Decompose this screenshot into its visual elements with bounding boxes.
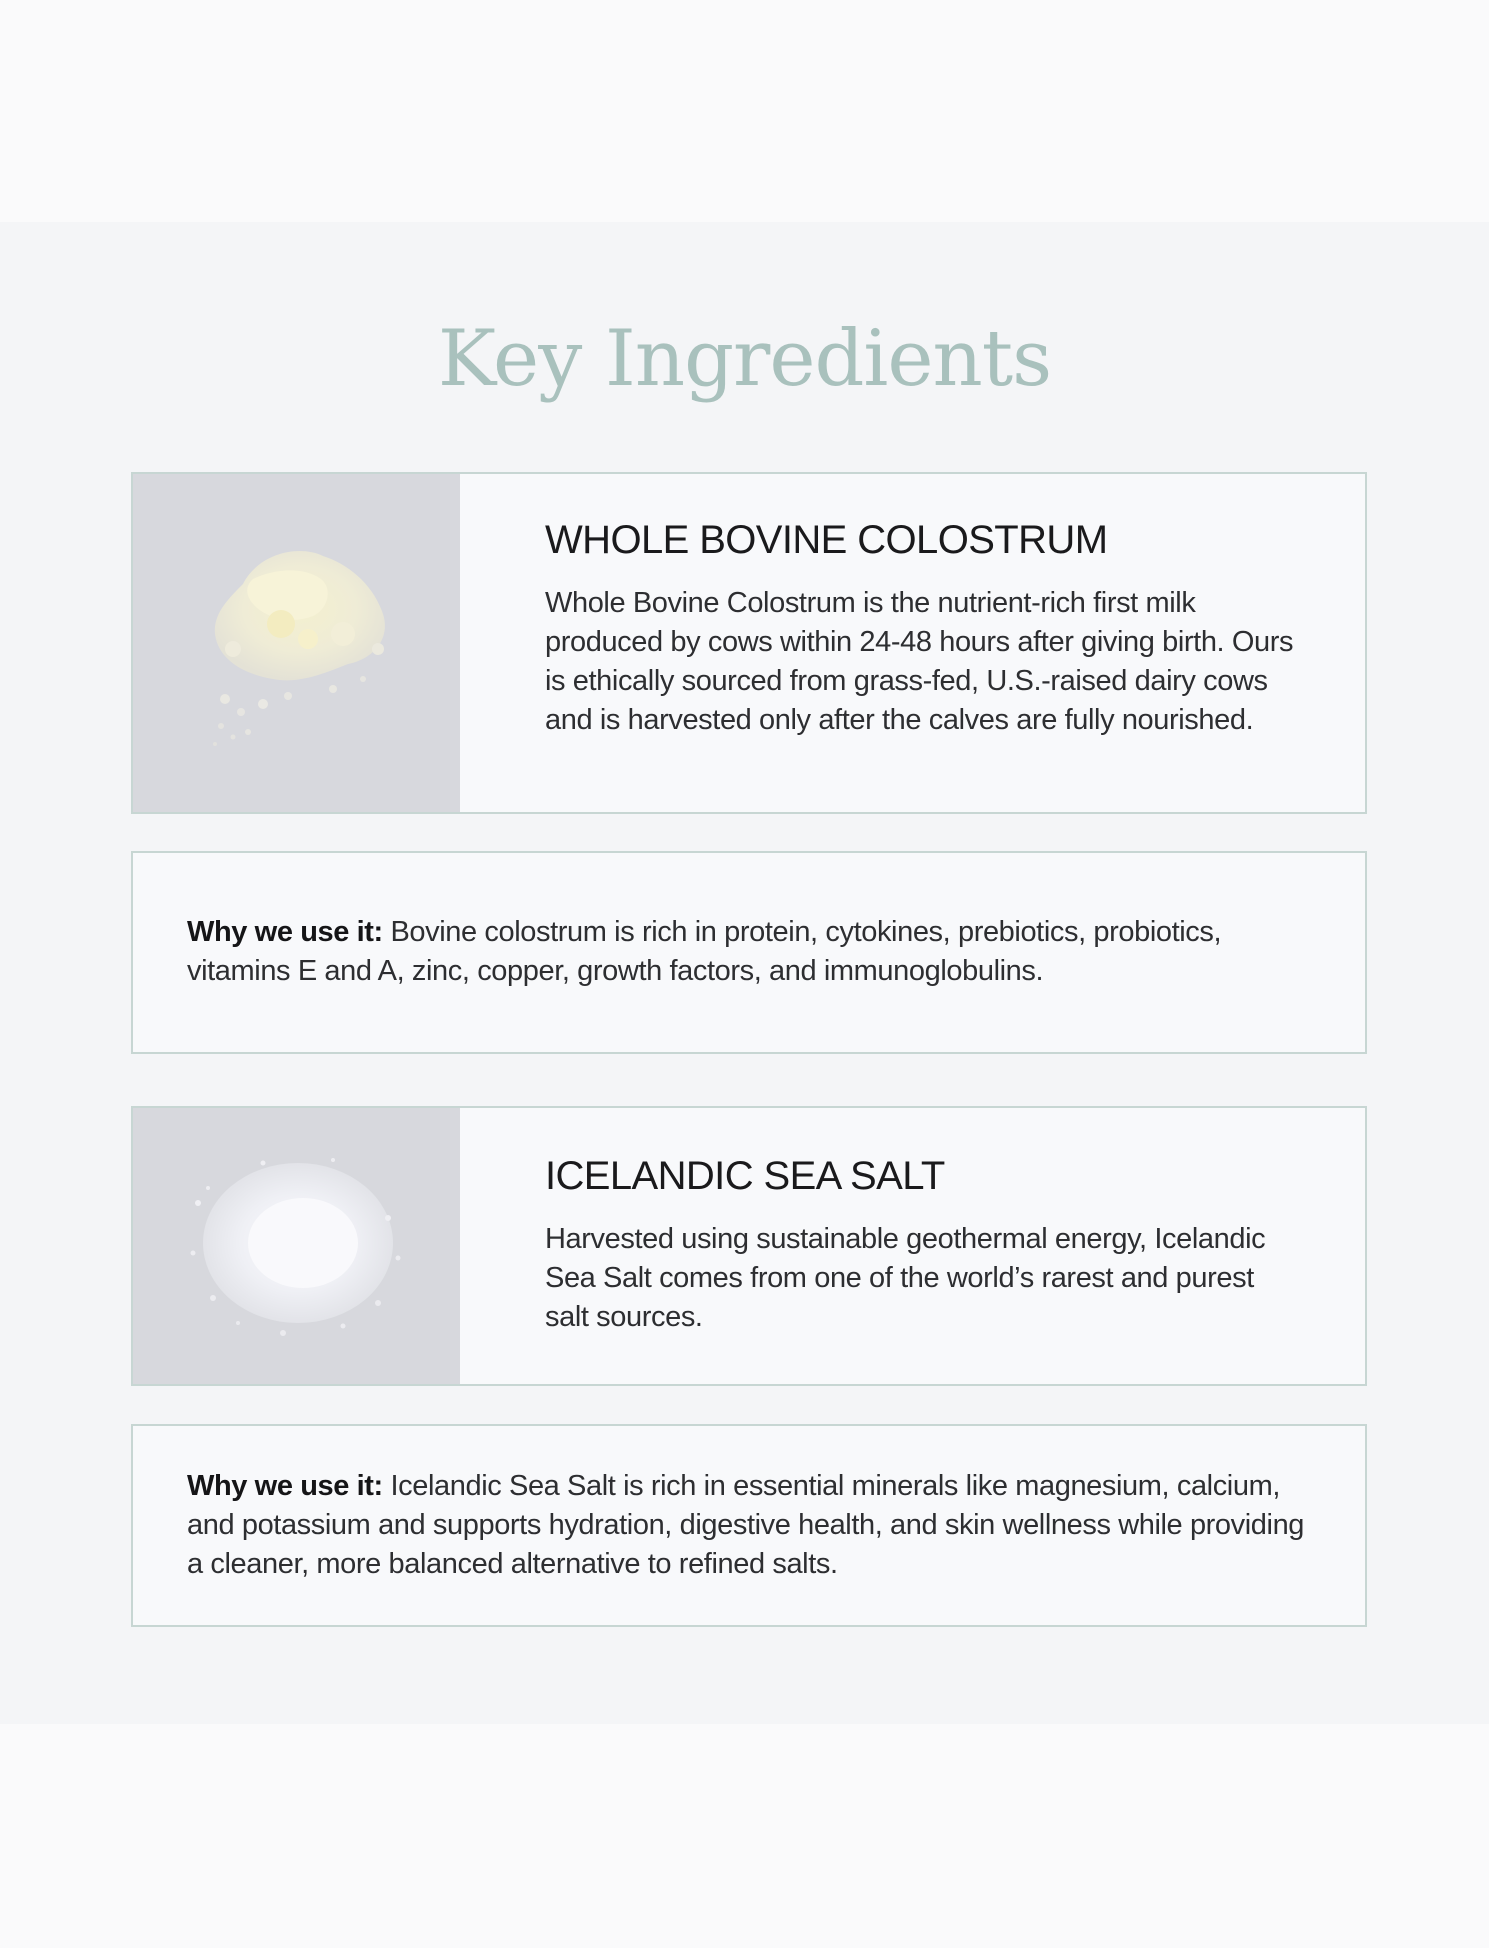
page-title: Key Ingredients [437,314,1052,404]
ingredient-description: Whole Bovine Colostrum is the nutrient-rich first milk produced by cows within 24-48 hours after giving birth. Ours is ethically sourced from grass-fed, U.S.-raised dairy cows and is harvested only after the calves are fully nourished. [545,587,1294,736]
ingredient-body [460,474,1365,812]
why-card-colostrum [131,851,1367,1054]
why-text: Bovine colostrum is rich in protein, cytokines, prebiotics, probiotics, vitamins E and A, zinc, copper, growth factors, and immunoglobulins. [187,916,1222,987]
why-we-use-it [187,913,1325,991]
colostrum-powder-image [133,474,460,812]
ingredient-description: Harvested using sustainable geothermal energy, Icelandic Sea Salt comes from one of the world’s rarest and purest salt sources. [545,1223,1266,1333]
ingredient-card-colostrum [131,472,1367,814]
sea-salt-image [133,1108,460,1384]
ingredient-name: ICELANDIC SEA SALT [545,1154,945,1198]
ingredient-card-sea-salt [131,1106,1367,1386]
ingredient-name: WHOLE BOVINE COLOSTRUM [545,518,1108,562]
why-text: Icelandic Sea Salt is rich in essential minerals like magnesium, calcium, and potassium and supports hydration, digestive health, and skin wellness while providing a cleaner, more balanced alternative to refined salts. [187,1470,1305,1580]
why-card-sea-salt [131,1424,1367,1627]
why-label: Why we use it: [187,916,383,948]
why-label: Why we use it: [187,1470,383,1502]
ingredient-body [460,1108,1365,1384]
why-we-use-it [187,1467,1325,1584]
